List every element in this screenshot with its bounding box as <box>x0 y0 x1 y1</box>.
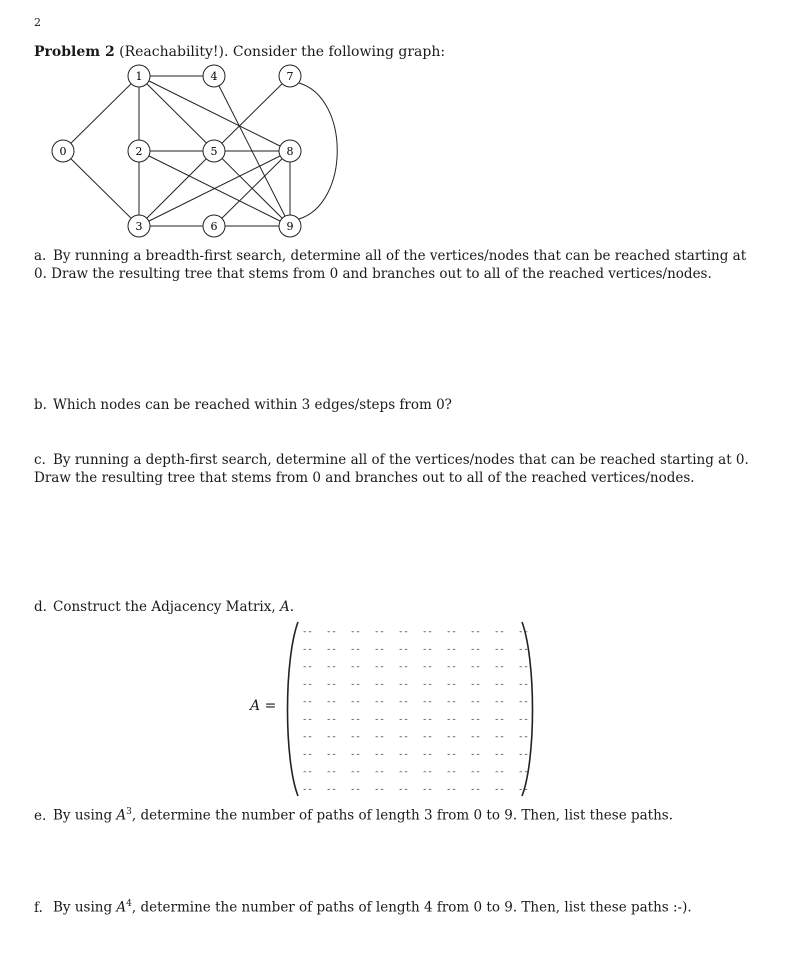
page-number: 2 <box>34 16 41 29</box>
matrix-cell: -- <box>374 732 385 742</box>
matrix-cell: -- <box>446 644 457 655</box>
variable-a: A <box>116 899 127 916</box>
question-text: Construct the Adjacency Matrix, <box>53 599 280 615</box>
matrix-cell: -- <box>374 784 385 795</box>
graph-edge-7-9 <box>299 83 337 219</box>
matrix-cell: -- <box>350 714 361 725</box>
matrix-cell: -- <box>398 732 409 742</box>
problem-title: Problem 2 <box>34 44 115 60</box>
matrix-cell: -- <box>302 627 313 637</box>
node-label: 1 <box>135 70 143 83</box>
problem-subtitle: (Reachability!). <box>119 44 229 60</box>
matrix-cell: -- <box>326 679 337 690</box>
variable-a: A <box>279 599 290 615</box>
matrix-cell: -- <box>326 732 337 742</box>
graph-node-3 <box>128 215 150 237</box>
matrix-cell: -- <box>326 662 337 672</box>
equals-sign: = <box>264 698 277 714</box>
matrix-cell: -- <box>446 784 457 795</box>
matrix-cell: -- <box>302 767 313 777</box>
matrix-cell: -- <box>326 627 337 637</box>
matrix-cell: -- <box>422 627 433 637</box>
matrix-cell: -- <box>422 644 433 655</box>
question-label: f. <box>34 899 43 916</box>
matrix-cell: -- <box>398 662 409 672</box>
matrix-cell: -- <box>350 784 361 795</box>
question-label: b. <box>34 397 47 413</box>
node-label: 2 <box>135 145 143 158</box>
matrix-cell: -- <box>326 767 337 777</box>
exponent: 3 <box>126 807 132 817</box>
graph-edge-0-1 <box>63 76 139 151</box>
matrix-cell: -- <box>518 749 529 760</box>
matrix-cell: -- <box>470 662 481 672</box>
graph-node-5 <box>203 140 225 162</box>
matrix-cell: -- <box>398 644 409 655</box>
matrix-cell: -- <box>494 732 505 742</box>
matrix-cell: -- <box>422 732 433 742</box>
exponent: 4 <box>126 899 132 909</box>
matrix-cell: -- <box>350 644 361 655</box>
matrix-cell: -- <box>302 732 313 742</box>
matrix-cell: -- <box>422 767 433 777</box>
matrix-cell: -- <box>350 749 361 760</box>
matrix-cell: -- <box>302 697 313 707</box>
matrix-cell: -- <box>302 679 313 690</box>
matrix-cell: -- <box>350 627 361 637</box>
question-label: a. <box>34 248 47 264</box>
node-label: 6 <box>210 220 218 233</box>
matrix-cell: -- <box>470 784 481 795</box>
node-label: 0 <box>59 145 67 158</box>
matrix-cell: -- <box>446 732 457 742</box>
matrix-cell: -- <box>374 749 385 760</box>
matrix-cell: -- <box>398 714 409 725</box>
matrix-variable: A <box>250 698 261 714</box>
matrix-cell: -- <box>494 784 505 795</box>
matrix-cell: -- <box>374 767 385 777</box>
matrix-cell: -- <box>350 679 361 690</box>
matrix-cell: -- <box>470 732 481 742</box>
question-a <box>34 247 759 283</box>
matrix-cell: -- <box>518 644 529 655</box>
matrix-cell: -- <box>398 697 409 707</box>
question-text-end: . <box>289 599 294 615</box>
matrix-cell: -- <box>326 784 337 795</box>
graph-edge-0-3 <box>63 151 139 226</box>
matrix-cell: -- <box>374 627 385 637</box>
question-text-end: , determine the number of paths of length 3 from 0 to 9. Then, list these paths. <box>131 807 674 824</box>
matrix-cell: -- <box>494 644 505 655</box>
matrix-cell: -- <box>398 627 409 637</box>
question-text: By using <box>53 807 117 824</box>
matrix-cell: -- <box>494 627 505 637</box>
matrix-cell: -- <box>446 697 457 707</box>
matrix-cell: -- <box>446 627 457 637</box>
matrix-cell: -- <box>350 732 361 742</box>
node-label: 8 <box>286 145 294 158</box>
matrix-cell: -- <box>422 679 433 690</box>
graph-node-1 <box>128 65 150 87</box>
graph-edge-5-7 <box>214 76 290 151</box>
matrix-cell: -- <box>470 679 481 690</box>
matrix-cell: -- <box>422 714 433 725</box>
node-label: 3 <box>135 220 143 233</box>
matrix-cell: -- <box>518 697 529 707</box>
question-text: By using <box>53 899 117 916</box>
adjacency-matrix <box>250 620 535 800</box>
matrix-cell: -- <box>374 697 385 707</box>
matrix-cell: -- <box>398 767 409 777</box>
matrix-cell: -- <box>398 679 409 690</box>
matrix-cell: -- <box>518 662 529 672</box>
question-c <box>34 451 759 487</box>
question-text: Which nodes can be reached within 3 edges/steps from 0? <box>53 397 452 413</box>
matrix-cell: -- <box>398 784 409 795</box>
matrix-cell: -- <box>350 697 361 707</box>
matrix-cell: -- <box>494 767 505 777</box>
matrix-cell: -- <box>518 732 529 742</box>
matrix-cell: -- <box>374 662 385 672</box>
matrix-cell: -- <box>326 697 337 707</box>
matrix-cell: -- <box>494 662 505 672</box>
matrix-cell: -- <box>470 627 481 637</box>
matrix-cell: -- <box>374 644 385 655</box>
matrix-cell: -- <box>494 749 505 760</box>
matrix-cell: -- <box>302 644 313 655</box>
graph-node-2 <box>128 140 150 162</box>
question-label: e. <box>34 807 47 824</box>
matrix-cell: -- <box>446 679 457 690</box>
matrix-cell: -- <box>302 714 313 725</box>
matrix-cell: -- <box>446 767 457 777</box>
matrix-cell: -- <box>326 714 337 725</box>
node-label: 5 <box>210 145 218 158</box>
matrix-cell: -- <box>302 784 313 795</box>
matrix-cell: -- <box>302 749 313 760</box>
graph-edge-5-3 <box>139 151 214 226</box>
left-parenthesis <box>288 622 299 796</box>
matrix-cell: -- <box>518 714 529 725</box>
matrix-cell: -- <box>326 749 337 760</box>
question-text: By running a breadth-first search, determine all of the vertices/nodes that can be reached starting at 0. Draw the resulting tree that stems from 0 and branches out to all of the reached vertices/nodes. <box>34 248 747 282</box>
matrix-cell: -- <box>398 749 409 760</box>
graph-node-6 <box>203 215 225 237</box>
matrix-cell: -- <box>446 749 457 760</box>
matrix-cell: -- <box>518 679 529 690</box>
matrix-cell: -- <box>374 679 385 690</box>
matrix-cell: -- <box>422 784 433 795</box>
matrix-cell: -- <box>446 714 457 725</box>
graph-node-4 <box>203 65 225 87</box>
question-text: By running a depth-first search, determine all of the vertices/nodes that can be reached starting at 0. Draw the resulting tree that stems from 0 and branches out to all of the reached vertices/nodes. <box>34 452 749 486</box>
matrix-cell: -- <box>470 749 481 760</box>
node-label: 4 <box>210 70 218 83</box>
question-f <box>34 895 759 917</box>
matrix-cell: -- <box>422 749 433 760</box>
variable-a: A <box>116 807 127 824</box>
matrix-cell: -- <box>470 644 481 655</box>
matrix-cell: -- <box>422 697 433 707</box>
matrix-cell: -- <box>422 662 433 672</box>
node-label: 7 <box>286 70 294 83</box>
matrix-cell: -- <box>446 662 457 672</box>
matrix-cell: -- <box>350 662 361 672</box>
question-label: d. <box>34 599 47 615</box>
question-d <box>34 598 759 616</box>
matrix-cell: -- <box>494 697 505 707</box>
matrix-cell: -- <box>470 714 481 725</box>
problem-intro: Consider the following graph: <box>232 44 446 60</box>
graph-node-0 <box>52 140 74 162</box>
matrix-cell: -- <box>518 627 529 637</box>
graph-node-9 <box>279 215 301 237</box>
matrix-cell: -- <box>494 714 505 725</box>
graph-figure <box>40 58 350 243</box>
question-label: c. <box>34 452 46 468</box>
graph-node-7 <box>279 65 301 87</box>
question-e <box>34 803 759 825</box>
question-text-end: , determine the number of paths of length 4 from 0 to 9. Then, list these paths :-). <box>131 899 692 916</box>
matrix-cell: -- <box>374 714 385 725</box>
node-label: 9 <box>286 220 294 233</box>
matrix-cell: -- <box>518 784 529 795</box>
matrix-cell: -- <box>302 662 313 672</box>
question-b <box>34 396 759 414</box>
matrix-cell: -- <box>494 679 505 690</box>
matrix-cell: -- <box>470 767 481 777</box>
matrix-cell: -- <box>326 644 337 655</box>
matrix-cell: -- <box>350 767 361 777</box>
matrix-cell: -- <box>518 767 529 777</box>
matrix-cell: -- <box>470 697 481 707</box>
graph-node-8 <box>279 140 301 162</box>
